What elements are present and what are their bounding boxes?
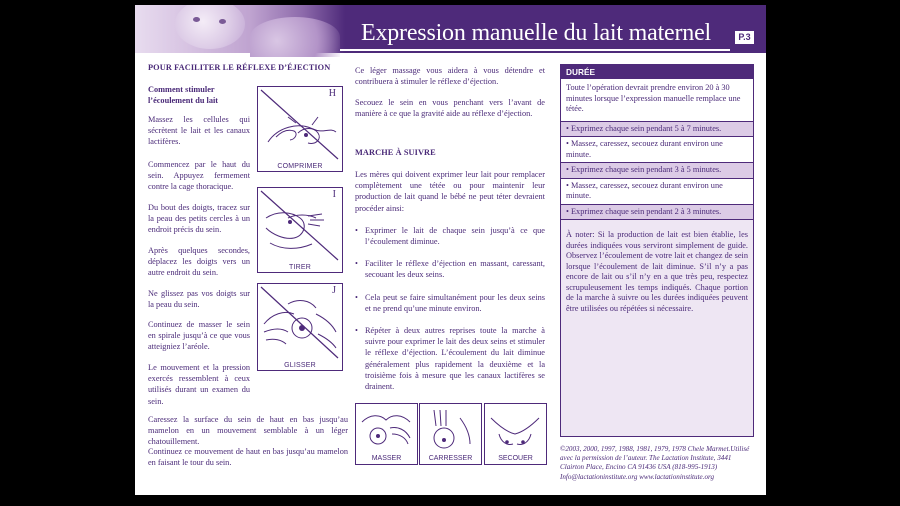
title-underline — [340, 49, 730, 51]
pull-hand-icon — [258, 188, 342, 272]
compress-hand-icon — [258, 87, 342, 171]
paragraph-massage: Massez les cellules qui sécrètent le lait et les canaux lactifères. — [148, 115, 250, 147]
paragraph-pressure: Le mouvement et la pression exercés ressemblent à ceux utilisés durant un examen du sein. — [148, 363, 250, 406]
bullet-dot: • — [355, 326, 358, 335]
caption-massage: MASSER — [371, 455, 402, 462]
duration-heading: DURÉE — [561, 65, 753, 79]
illustration-glide — [257, 283, 343, 371]
bullet-repeat: • Répéter à deux autres reprises toute la marche à suivre pour exprimer le lait des deux seins et stimuler le réflexe d’éjection. L’écoulement du lait diminue généralement plus rapidement la deuxième et la troisième fois à mesure que les canaux lactifères se drainent. — [355, 326, 545, 392]
bullet-reflex: • Faciliter le réflexe d’éjection en massant, caressant, secouant les deux seins. — [355, 259, 545, 280]
illustration-letter-j: J — [332, 285, 336, 296]
duration-step: • Exprimez chaque sein pendant 2 à 3 minutes. — [561, 204, 753, 221]
illustration-massage — [355, 403, 418, 465]
duration-intro: Toute l’opération devrait prendre environ 20 à 30 minutes lorsque l’expression manuelle remplace une tétée. — [561, 79, 753, 121]
duration-step: • Exprimez chaque sein pendant 3 à 5 minutes. — [561, 162, 753, 179]
paragraph-start-top: Commencez par le haut du sein. Appuyez fermement contre la cage thoracique. — [148, 160, 250, 192]
glide-hand-icon — [258, 284, 342, 370]
header-banner — [135, 5, 766, 53]
bullet-express: • Exprimer le lait de chaque sein jusqu’à ce que l’écoulement diminue. — [355, 226, 545, 247]
page-number-badge: P.3 — [735, 31, 754, 44]
bullet-dot: • — [355, 259, 358, 268]
page-title: Expression manuelle du lait maternel — [361, 20, 712, 46]
paragraph-caress: Caressez la surface du sein de haut en bas jusqu’au mamelon en un mouvement semblable à un léger chatouillement. — [148, 415, 348, 447]
illustration-caress — [419, 403, 482, 465]
paragraph-shake: Secouez le sein en vous penchant vers l’avant de manière à ce que la gravité aide au réflexe d’éjection. — [355, 98, 545, 119]
paragraph-spiral: Continuez de masser le sein en spirale jusqu’à ce que vous atteigniez l’aréole. — [148, 320, 250, 352]
paragraph-move-fingers: Après quelques secondes, déplacez les doigts vers un autre endroit du sein. — [148, 246, 250, 278]
section-heading-procedure: MARCHE À SUIVRE — [355, 148, 436, 157]
paragraph-circles: Du bout des doigts, tracez sur la peau des petits cercles à un endroit précis du sein. — [148, 203, 250, 235]
header-photo — [135, 5, 345, 53]
paragraph-light-massage: Ce léger massage vous aidera à vous détendre et contribuera à stimuler le réflexe d’éjection. — [355, 66, 545, 87]
bullet-simultaneous: • Cela peut se faire simultanément pour les deux seins et ne prend qu’une minute environ. — [355, 293, 545, 314]
illustration-compress — [257, 86, 343, 172]
caption-shake: SECOUER — [498, 455, 533, 462]
illustration-shake — [484, 403, 547, 465]
duration-step: • Massez, caressez, secouez durant environ une minute. — [561, 137, 753, 162]
baby-face-image — [175, 5, 245, 49]
duration-note: À noter: Si la production de lait est bien établie, les durées indiquées vous serviront simplement de guide. Observez l’écoulement de votre lait et changez de sein lorsque l’écoulement de lait diminue. S’il n’y a pas encore de lait ou s’il n’y en a que très peu, respectez scrupuleusement les temps indiqués. Chaque portion de la marche à suivre ou les durées indiquées peuvent être utilisées ou répétées si nécessaire. — [566, 230, 748, 313]
copyright-notice: ©2003, 2000, 1997, 1988, 1981, 1979, 1978 Chele Marmet.Utilisé avec la permission de l’auteur. The Lactation Institute, 3441 Clairton Place, Encino CA 91436 USA (818-995-1913) Info@lactationinstitute.org www.lactationinstitute.org — [560, 445, 750, 481]
paragraph-mothers: Les mères qui doivent exprimer leur lait pour remplacer complètement une tétée ou pour maintenir leur production de lait quand le bébé ne peut téter devraient procéder ainsi: — [355, 170, 545, 213]
subheading-stimulate: Comment stimuler l’écoulement du lait — [148, 85, 219, 105]
illustration-pull — [257, 187, 343, 273]
paragraph-continue: Continuez ce mouvement de haut en bas jusqu’au mamelon en faisant le tour du sein. — [148, 447, 348, 468]
duration-step: • Exprimez chaque sein pendant 5 à 7 minutes. — [561, 121, 753, 138]
paragraph-no-slide: Ne glissez pas vos doigts sur la peau du sein. — [148, 289, 250, 310]
duration-step: • Massez, caressez, secouez durant environ une minute. — [561, 179, 753, 204]
document-page — [135, 5, 766, 495]
bullet-dot: • — [355, 293, 358, 302]
illustration-letter-i: I — [332, 189, 336, 200]
bullet-dot: • — [355, 226, 358, 235]
duration-panel — [560, 64, 754, 437]
caption-caress: CARRESSER — [428, 455, 473, 462]
illustration-caption-glide: GLISSER — [284, 362, 316, 369]
illustration-letter-h: H — [328, 88, 336, 99]
section-heading-ejection: POUR FACILITER LE RÉFLEXE D’ÉJECTION — [148, 63, 331, 72]
illustration-caption-pull: TIRER — [289, 264, 311, 271]
illustration-caption-compress: COMPRIMER — [277, 163, 323, 170]
